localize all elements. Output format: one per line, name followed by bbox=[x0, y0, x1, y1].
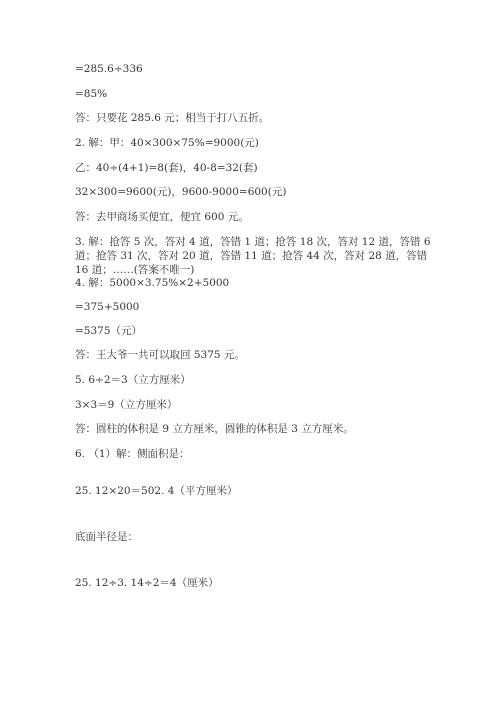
text-line: 6. （1）解：侧面积是： bbox=[75, 448, 190, 460]
text-line: 答：王大爷一共可以取回 5375 元。 bbox=[75, 349, 245, 361]
text-line: 25. 12÷3. 14÷2＝4（厘米） bbox=[75, 577, 219, 589]
text-line: 答：去甲商场买便宜，便宜 600 元。 bbox=[75, 211, 249, 223]
text-line: 答：只要花 285.6 元；相当于打八五折。 bbox=[75, 112, 270, 124]
text-line: 4. 解：5000×3.75%×2+5000 bbox=[75, 277, 230, 289]
text-line: 32×300=9600(元)，9600-9000=600(元) bbox=[75, 186, 287, 198]
text-line: 5. 6÷2＝3（立方厘米） bbox=[75, 374, 191, 386]
text-line: =85% bbox=[75, 88, 108, 100]
text-line: 乙：40÷(4+1)=8(套)，40-8=32(套) bbox=[75, 162, 258, 174]
text-line: 3×3＝9（立方厘米） bbox=[75, 399, 178, 411]
text-line: 答：圆柱的体积是 9 立方厘米，圆锥的体积是 3 立方厘米。 bbox=[75, 423, 354, 435]
text-line: =285.6÷336 bbox=[75, 63, 143, 75]
text-line: 底面半径是： bbox=[75, 531, 138, 543]
text-line: 25. 12×20＝502. 4（平方厘米） bbox=[75, 485, 238, 497]
text-line: 2. 解：甲：40×300×75%=9000(元) bbox=[75, 137, 259, 149]
text-line: =375+5000 bbox=[75, 301, 140, 313]
text-line: =5375（元） bbox=[75, 325, 143, 337]
text-paragraph: 3. 解：抢答 5 次，答对 4 道，答错 1 道；抢答 18 次，答对 12 道，答错 6 道；抢答 31 次，答对 20 道，答错 11 道；抢答 44 次，答对 28 道，答错 16 道；……(答案不唯一) bbox=[75, 236, 431, 276]
